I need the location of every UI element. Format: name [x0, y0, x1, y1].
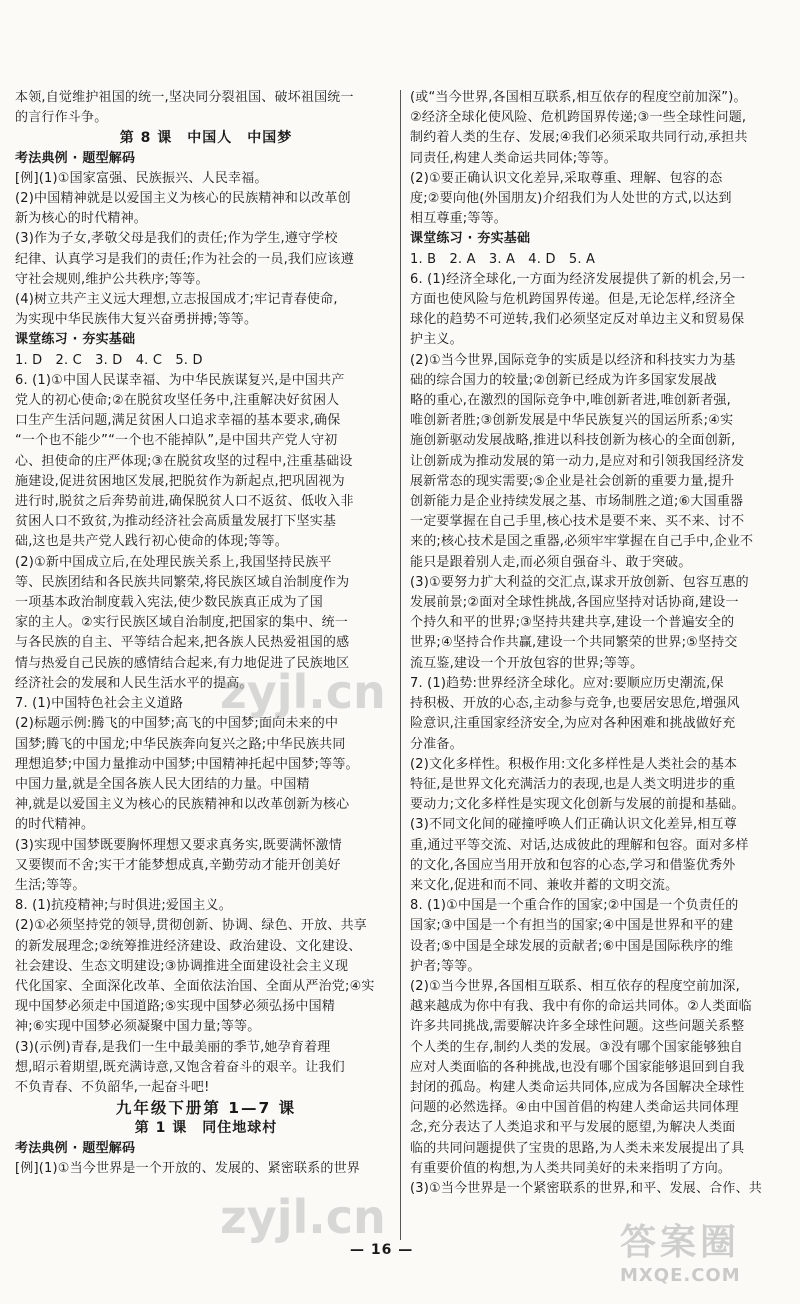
text-line: 一项基本政治制度载入宪法,使少数民族真正成为了国 [15, 595, 323, 611]
text-line: 持积极、开放的心态,主动参与竞争,也要居安思危,增强风 [410, 696, 740, 712]
text-line: 一定要掌握在自己手里,核心技术是要不来、买不来、讨不 [410, 514, 745, 530]
text-line: 的新发展理念;②统筹推进经济建设、政治建设、文化建设、 [15, 938, 362, 954]
text-line: 社会建设、生态文明建设;③协调推进全面建设社会主义现 [15, 958, 349, 974]
text-line: (2)①要正确认识文化差异,采取尊重、理解、包容的态 [410, 170, 723, 186]
section-label: 课堂练习 · 夯实基础 [15, 332, 136, 348]
watermark: zyjl.cn [220, 665, 386, 719]
text-line: 础,这也是共产党人践行初心使命的体现;等等。 [15, 534, 288, 550]
text-line: (2)标题示例:腾飞的中国梦;高飞的中国梦;面向未来的中 [15, 716, 339, 732]
text-line: 护主义。 [410, 332, 463, 348]
text-line: (3)不同文化间的碰撞呼唤人们正确认识文化差异,相互尊 [410, 817, 737, 833]
text-line: 家的主人。②实行民族区域自治制度,把国家的集中、统一 [15, 615, 348, 631]
text-line: 础的综合国力的较量;②创新已经成为许多国家发展战 [410, 372, 717, 388]
text-line: 念,充分表达了人类追求和平与发展的愿望,为解决人类面 [410, 1120, 736, 1136]
text-line: 问题的必然选择。④由中国首倡的构建人类命运共同体理 [410, 1100, 739, 1116]
text-line: (3)①当今世界是一个紧密联系的世界,和平、发展、合作、共 [410, 1180, 763, 1196]
text-line: 制约着人类的生存、发展;④我们必须采取共同行动,承担共 [410, 130, 748, 146]
text-line: 施创新驱动发展战略,推进以科技创新为核心的全面创新, [410, 433, 736, 449]
right-column [410, 88, 792, 1199]
text-line: (2)①新中国成立后,在处理民族关系上,我国坚持民族平 [15, 554, 332, 570]
text-line: 要动力;文化多样性是实现文化创新与发展的前提和基础。 [410, 797, 745, 813]
text-line: 度;②要向他(外国朋友)介绍我们为人处世的方式,以达到 [410, 191, 732, 207]
text-line: 许多共同挑战,需要解决许多全球性问题。这些问题关系整 [410, 1019, 745, 1035]
text-line: 8. (1)①中国是一个重合作的国家;②中国是一个负责任的 [410, 898, 739, 914]
text-line: 生活;等等。 [15, 877, 86, 893]
text-line: 护者;等等。 [410, 958, 481, 974]
text-line: 国梦;腾飞的中国龙;中华民族奔向复兴之路;中华民族共同 [15, 736, 346, 752]
text-line: 流互鉴,建设一个开放包容的世界;等等。 [410, 655, 644, 671]
text-line: 1. D 2. C 3. D 4. C 5. D [15, 352, 203, 368]
text-line: [例](1)①当今世界是一个开放的、发展的、紧密联系的世界 [15, 1160, 361, 1176]
text-line: 来的;核心技术是国之重器,必须牢牢掌握在自己手中,企业不 [410, 534, 754, 550]
text-line: (2)①当今世界,各国相互联系、相互依存的程度空前加深, [410, 978, 740, 994]
text-line: 中国力量,就是全国各族人民大团结的力量。中国精 [15, 776, 310, 792]
text-line: 口生产生活问题,满足贫困人口追求幸福的基本要求,确保 [15, 413, 341, 429]
text-line: 国家;③中国是一个有担当的国家;④中国是世界和平的建 [410, 918, 734, 934]
unit-heading: 九年级下册第 1—7 课 [115, 1099, 297, 1118]
text-line: 有重要价值的构想,为人类共同美好的未来指明了方向。 [410, 1160, 732, 1176]
text-line: (3)①要努力扩大利益的交汇点,谋求开放创新、包容互惠的 [410, 574, 749, 590]
site-logo-url: MXQE.COM [620, 1265, 741, 1286]
text-line: 守社会规则,维护公共秩序;等等。 [15, 271, 209, 287]
text-line: 为实现中华民族伟大复兴奋勇拼搏;等等。 [15, 312, 258, 328]
text-line: 7. (1)趋势:世界经济全球化。应对:要顺应历史潮流,保 [410, 675, 724, 691]
text-line: 现中国梦必须走中国道路;⑤实现中国梦必须弘扬中国精 [15, 999, 336, 1015]
text-line: (2)文化多样性。积极作用:文化多样性是人类社会的基本 [410, 756, 738, 772]
section-label: 考法典例 · 题型解码 [15, 1140, 136, 1156]
text-line: 越来越成为你中有我、我中有你的命运共同体。②人类面临 [410, 999, 752, 1015]
text-line: 的时代精神。 [15, 817, 95, 833]
text-line: 的言行作斗争。 [15, 110, 108, 126]
text-line: 施建设,促进贫困地区发展,把脱贫作为新起点,把巩固视为 [15, 473, 345, 489]
text-line: 6. (1)①中国人民谋幸福、为中华民族谋复兴,是中国共产 [15, 372, 345, 388]
text-line: 代化国家、全面深化改革、全面依法治国、全面从严治党;④实 [15, 978, 375, 994]
text-line: 心、担使命的庄严体现;③在脱贫攻坚的过程中,注重基础设 [15, 453, 353, 469]
text-line: 理想追梦;中国力量推动中国梦;中国精神托起中国梦;等等。 [15, 756, 359, 772]
text-line: 唯创新者胜;③创新发展是中华民族复兴的国运所系;④实 [410, 413, 734, 429]
text-line: 个持久和平的世界;③坚持共建共享,建设一个普遍安全的 [410, 615, 735, 631]
text-line: 新为核心的时代精神。 [15, 211, 148, 227]
text-line: 与各民族的自主、平等结合起来,把各族人民热爱祖国的感 [15, 635, 350, 651]
text-line: 纪律、认真学习是我们的责任;作为社会的一员,我们应该遵 [15, 251, 354, 267]
lesson-heading: 第 1 课 同住地球村 [134, 1120, 278, 1137]
text-line: “一个也不能少”“一个也不能掉队”,是中国共产党人守初 [15, 433, 338, 449]
text-line: 又要锲而不舍;实干才能梦想成真,辛勤劳动才能开创美好 [15, 857, 341, 873]
text-line: 能只是跟着别人走,而必须自强奋斗、敢于突破。 [410, 554, 692, 570]
text-line: (4)树立共产主义远大理想,立志报国成才;牢记青春使命, [15, 292, 338, 308]
text-line: 应对人类面临的各种挑战,也没有哪个国家能够退回到自我 [410, 1059, 745, 1075]
text-line: 进行时,脱贫之后奔势前进,确保脱贫人口不返贫、低收入非 [15, 494, 354, 510]
column-divider [400, 90, 401, 1240]
text-line: 8. (1)抗疫精神;与时俱进;爱国主义。 [15, 898, 232, 914]
text-line: (3)(示例)青春,是我们一生中最美丽的季节,她孕育着理 [15, 1039, 331, 1055]
text-line: 方面也使风险与危机跨国界传递。但是,无论怎样,经济全 [410, 292, 736, 308]
text-line: 党人的初心使命;②在脱贫攻坚任务中,注重解决好贫困人 [15, 393, 340, 409]
text-line: [例](1)①国家富强、民族振兴、人民幸福。 [15, 170, 268, 186]
text-line: (3)作为子女,孝敬父母是我们的责任;作为学生,遵守学校 [15, 231, 338, 247]
text-line: 神;⑥实现中国梦必须凝聚中国力量;等等。 [15, 1019, 261, 1035]
text-line: 个人类的生存,制约人类的发展。③没有哪个国家能够独自 [410, 1039, 743, 1055]
section-label: 考法典例 · 题型解码 [15, 150, 136, 166]
text-line: 重,通过平等交流、对话,达成彼此的理解和包容。面对多样 [410, 837, 749, 853]
text-line: 不负青春、不负韶华,一起奋斗吧! [15, 1079, 210, 1095]
text-line: 7. (1)中国特色社会主义道路 [15, 696, 184, 712]
text-line: 1. B 2. A 3. A 4. D 5. A [410, 251, 596, 267]
site-logo [620, 1214, 790, 1298]
page-number: — 16 — [350, 1242, 414, 1258]
watermark: zyjl.cn [220, 1190, 386, 1244]
text-line: 特征,是世界文化充满活力的表现,也是人类文明进步的重 [410, 776, 736, 792]
text-line: (或“当今世界,各国相互联系,相互依存的程度空前加深”)。 [410, 90, 747, 105]
text-line: 设者;⑤中国是全球发展的贡献者;⑥中国是国际秩序的维 [410, 938, 734, 954]
text-line: (2)中国精神就是以爱国主义为核心的民族精神和以改革创 [15, 191, 351, 207]
text-line: 临的共同问题提供了宝贵的思路,为人类未来发展提出了具 [410, 1140, 745, 1156]
text-line: 世界;④坚持合作共赢,建设一个共同繁荣的世界;⑤坚持交 [410, 635, 738, 651]
text-line: 同责任,构建人类命运共同体;等等。 [410, 150, 617, 166]
text-line: 球化的趋势不可逆转,我们必须坚定反对单边主义和贸易保 [410, 312, 745, 328]
site-logo-name: 答案圈 [620, 1222, 741, 1263]
text-line: (2)①当今世界,国际竞争的实质是以经济和科技实力为基 [410, 352, 736, 368]
text-line: 让创新成为推动发展的第一动力,是应对和引领我国经济发 [410, 453, 745, 469]
text-line: 来文化,促进和而不同、兼收并蓄的文明交流。 [410, 877, 679, 893]
text-line: 险意识,注重国家经济安全,为应对各种困难和挑战做好充 [410, 716, 736, 732]
text-line: 想,昭示着期望,既充满诗意,又饱含着奋斗的艰辛。让我们 [15, 1059, 345, 1075]
text-line: ②经济全球化使风险、危机跨国界传递;③一些全球性问题, [410, 110, 747, 126]
text-line: (3)实现中国梦既要胸怀理想又要求真务实,既要满怀激情 [15, 837, 342, 853]
section-label: 课堂练习 · 夯实基础 [410, 231, 531, 247]
text-line: 神,就是以爱国主义为核心的民族精神和以改革创新为核心 [15, 797, 350, 813]
lesson-heading: 第 8 课 中国人 中国梦 [119, 130, 293, 147]
text-line: 等、民族团结和各民族共同繁荣,将民族区域自治制度作为 [15, 574, 350, 590]
text-line: 的文化,各国应当用开放和包容的心态,学习和借鉴优秀外 [410, 857, 736, 873]
text-line: 经济社会的发展和人民生活水平的提高。 [15, 675, 253, 691]
text-line: 贫困人口不致贫,为推动经济社会高质量发展打下坚实基 [15, 514, 337, 530]
text-line: 本领,自觉维护祖国的统一,坚决同分裂祖国、破坏祖国统一 [15, 90, 354, 105]
text-line: 情与热爱自己民族的感情结合起来,有力地促进了民族地区 [15, 655, 350, 671]
text-line: 发展前景;②面对全球性挑战,各国应坚持对话协商,建设一 [410, 595, 739, 611]
text-line: 创新能力是企业持续发展之基、市场制胜之道;⑥大国重器 [410, 494, 744, 510]
text-line: 封闭的孤岛。构建人类命运共同体,应成为各国解决全球性 [410, 1079, 745, 1095]
text-line: 展新常态的现实需要;⑤企业是社会创新的重要力量,提升 [410, 473, 735, 489]
left-column [15, 88, 397, 1179]
text-line: 相互尊重;等等。 [410, 211, 507, 227]
text-line: 分准备。 [410, 736, 463, 752]
text-line: 略的重心,在激烈的国际竞争中,唯创新者进,唯创新者强, [410, 393, 731, 409]
text-line: 6. (1)经济全球化,一方面为经济发展提供了新的机会,另一 [410, 271, 746, 287]
text-line: (2)①必须坚持党的领导,贯彻创新、协调、绿色、开放、共享 [15, 918, 368, 934]
